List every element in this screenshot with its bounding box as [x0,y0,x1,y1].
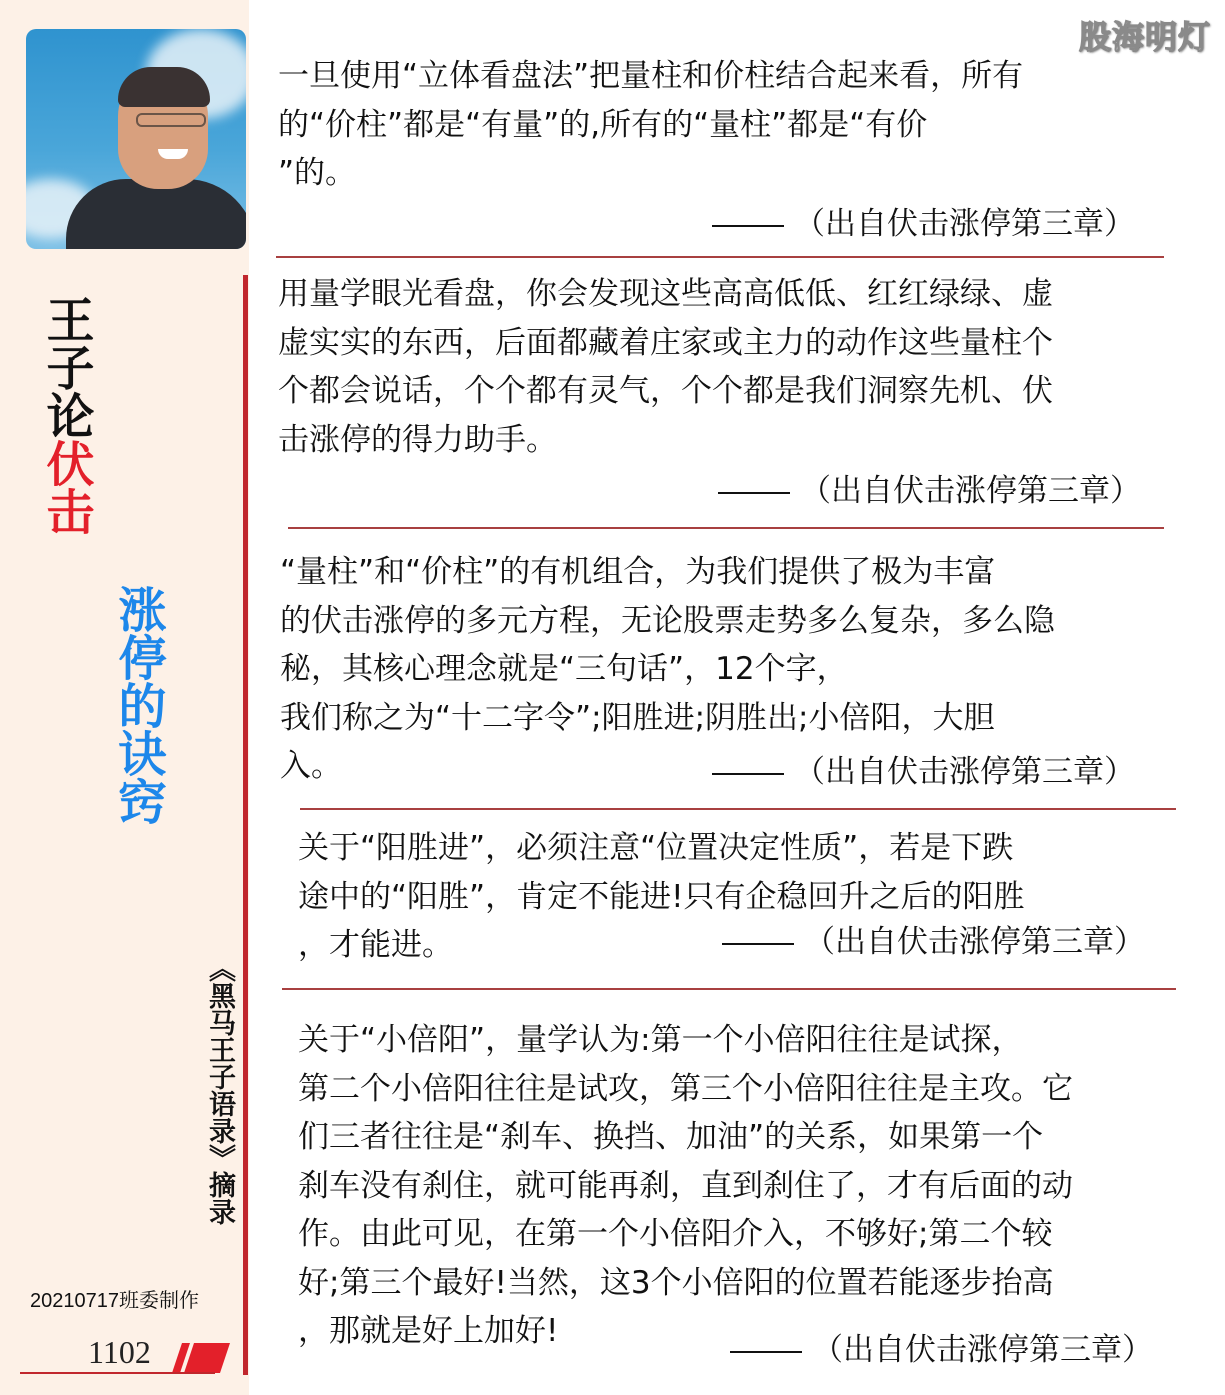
em-dash [718,492,790,494]
quote-line: 个都会说话，个个都有灵气，个个都是我们洞察先机、伏 [278,373,1053,409]
quote-line: 第二个小倍阳往往是试攻，第三个小倍阳往往是主攻。它 [298,1070,1073,1107]
em-dash [730,1351,802,1353]
divider [282,988,1176,990]
em-dash [722,943,794,945]
quote-5-attribution: （出自伏击涨停第三章） [730,1324,1153,1369]
quote-1 [278,52,1023,198]
em-dash [712,773,784,775]
sidebar [0,0,249,1395]
quote-line: 刹车没有刹住，就可能再刹，直到刹住了，才有后面的动 [298,1167,1073,1204]
quote-line: 用量学眼光看盘，你会发现这些高高低低、红红绿绿、虚 [278,276,1053,312]
quote-line: 入。 [280,748,342,784]
quote-line: 的伏击涨停的多元方程，无论股票走势多么复杂，多么隐 [280,602,1055,639]
quote-line: 们三者往往是“刹车、换挡、加油”的关系，如果第一个 [298,1119,1044,1155]
quote-line: 我们称之为“十二字令”;阳胜进;阴胜出;小倍阳，大胆 [280,699,995,736]
quote-line: “量柱”和“价柱”的有机组合，为我们提供了极为丰富 [280,554,996,590]
quote-3-attribution: （出自伏击涨停第三章） [712,746,1135,791]
quote-1-attribution: （出自伏击涨停第三章） [712,198,1135,243]
quote-2 [278,270,1053,464]
quote-line: 秘，其核心理念就是“三句话”，12个字， [280,651,848,687]
page-number: 1102 [88,1334,151,1370]
quote-line: 关于“小倍阳”，量学认为:第一个小倍阳往往是试探， [298,1022,1023,1058]
author-portrait [26,29,246,249]
quote-line: 作。由此可见，在第一个小倍阳介入，不够好;第二个较 [298,1216,1053,1252]
page-stripes-icon [172,1343,232,1373]
sidebar-title [36,295,92,535]
title-red: 伏击 [38,439,94,535]
quote-line: 好;第三个最好!当然，这3个小倍阳的位置若能逐步抬高 [298,1264,1054,1301]
quote-line: 关于“阳胜进”，必须注意“位置决定性质”，若是下跌 [298,830,1014,866]
divider [276,256,1164,258]
portrait-figure [66,179,246,249]
sidebar-rule [243,275,248,1375]
quote-line: 的“价柱”都是“有量”的,所有的“量柱”都是“有价 [278,106,928,143]
source-label: 《黑马王子语录》摘录 [204,955,235,1225]
quote-line: 虚实实的东西，后面都藏着庄家或主力的动作这些量柱个 [278,324,1053,361]
sidebar-subtitle: 涨停的诀窍 [110,585,166,825]
quote-line: ，那就是好上加好! [298,1313,559,1349]
quote-line: ，才能进。 [298,927,453,963]
quote-line: 击涨停的得力助手。 [278,421,557,458]
divider [300,808,1176,810]
quote-5 [298,1016,1073,1356]
title-black: 王子论 [38,295,94,439]
watermark: 股海明灯 [1078,18,1211,56]
quote-4-attribution: （出自伏击涨停第三章） [722,916,1145,961]
page-underline [20,1372,215,1374]
divider [288,527,1164,529]
quote-line: 途中的“阳胜”，肯定不能进!只有企稳回升之后的阳胜 [298,878,1025,915]
quote-line: 一旦使用“立体看盘法”把量柱和价柱结合起来看，所有 [278,58,1024,94]
quote-2-attribution: （出自伏击涨停第三章） [718,465,1141,510]
quote-line: ”的。 [278,155,357,191]
em-dash [712,225,784,227]
credit-text: 20210717班委制作 [30,1290,199,1312]
